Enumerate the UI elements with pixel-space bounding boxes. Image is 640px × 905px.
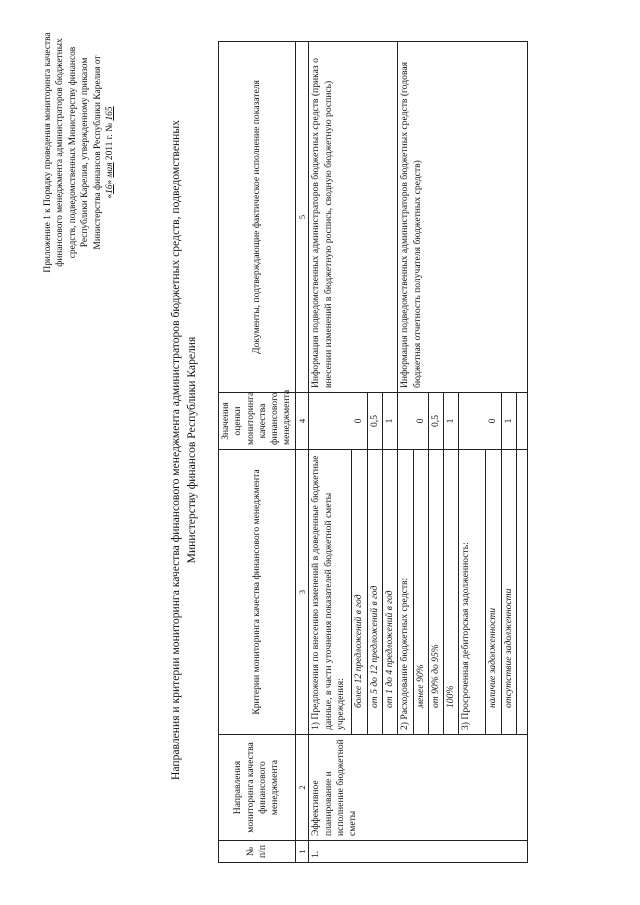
col-number: 1 [295, 841, 309, 863]
header-direction: Направления мониторинга качества финансового менеджмента [219, 735, 296, 841]
empty-cell [516, 393, 527, 450]
criterion-value: 1 [501, 393, 516, 450]
header-line: Приложение 1 к Порядку проведения мониторинга качества [43, 32, 53, 273]
criterion-label: 1) Предложения по внесению изменений в доведенные бюджетные данные, в части уточнения показателей бюджетной сметы учреждения: [309, 450, 352, 735]
criteria-table [218, 41, 528, 863]
date-mid: » [105, 177, 116, 185]
criterion-value: 0 [309, 393, 367, 450]
col-number: 5 [295, 42, 309, 393]
criterion-document: Информация подведомственных администраторов бюджетных средств (приказ о внесении изменений в бюджетную роспись, сводную бюджетную роспись) [309, 42, 398, 393]
order-date-line [104, 20, 116, 285]
header-num: № п/п [219, 841, 296, 863]
header-values: Значения оценки мониторинга качества финансового менеджмента [219, 393, 296, 450]
criterion-option: от 1 до 4 предложений в год [383, 450, 398, 735]
date-year: 2011 г. № [105, 120, 116, 163]
criterion-value: 1 [444, 393, 459, 450]
criterion-value: 0,5 [367, 393, 382, 450]
criterion-option: от 5 до 12 предложений в год [367, 450, 382, 735]
criterion-option: 100% [444, 450, 459, 735]
section-direction: Эффективное планирование и исполнение бюджетной сметы [309, 735, 527, 841]
criterion-option: от 90% до 95% [428, 450, 443, 735]
section-number: 1. [309, 841, 527, 863]
title-line: Направления и критерии мониторинга качества финансового менеджмента администраторов бюджетных средств, подведомственных [169, 120, 182, 780]
column-number-row [295, 42, 309, 863]
criterion-value: 0,5 [428, 393, 443, 450]
col-number: 2 [295, 735, 309, 841]
header-line: Республики Карелия, утвержденному приказом [80, 57, 91, 248]
criterion-value: 0 [459, 393, 501, 450]
table-row [309, 42, 352, 863]
date-day: 16 [105, 184, 116, 194]
order-number: 165 [105, 106, 116, 121]
criterion-option: более 12 предложений в год [352, 450, 367, 735]
header-criteria: Критерии мониторинга качества финансового менеджмента [219, 450, 296, 735]
appendix-header [42, 20, 116, 285]
header-line: финансового менеджмента администраторов бюджетных [55, 38, 66, 267]
header-line: Министерства финансов Республики Карелия от [92, 55, 103, 250]
date-prefix: « [105, 193, 116, 199]
criterion-value: 1 [383, 393, 398, 450]
criterion-option: отсутствие задолженности [501, 450, 516, 735]
col-number: 4 [295, 393, 309, 450]
criterion-option: наличие задолженности [486, 450, 501, 735]
title-line: Министерству финансов Республики Карелия [185, 336, 199, 564]
empty-cell [516, 450, 527, 735]
header-documents: Документы, подтверждающие фактическое исполнение показателя [219, 42, 296, 393]
header-line: средств, подведомственных Министерству финансов [67, 46, 78, 259]
criterion-value: 0 [398, 393, 429, 450]
criterion-label: 2) Расходование бюджетных средств: [398, 450, 413, 735]
col-number: 3 [295, 450, 309, 735]
criterion-document: Информация подведомственных администраторов бюджетных средств (годовая бюджетная отчетность получателя бюджетных средств) [398, 42, 528, 393]
date-month: мая [105, 162, 116, 178]
document-title [168, 105, 200, 795]
criterion-label: 3) Просроченная дебиторская задолженность: [459, 450, 486, 735]
criterion-option: менее 90% [413, 450, 428, 735]
header-row [219, 42, 296, 863]
